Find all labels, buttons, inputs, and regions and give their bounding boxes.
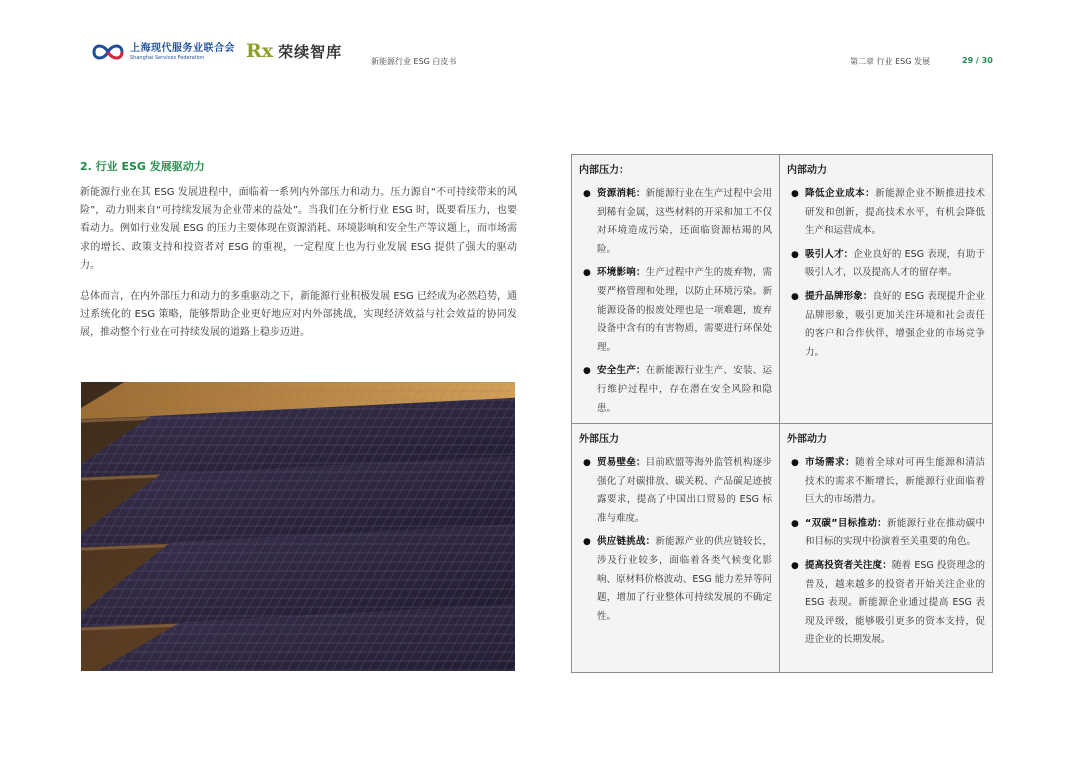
item-term: 市场需求： — [805, 457, 856, 468]
item-term: “双碳”目标推动： — [805, 517, 887, 529]
item-text: 新能源企业不断推进技术研发和创新，提高技术水平，有机会降低生产和运营成本。 — [805, 188, 985, 237]
bullet-icon: ● — [791, 189, 799, 199]
internal-drive-cell — [780, 155, 992, 424]
page-header — [0, 0, 1080, 80]
item-term: 安全生产： — [597, 365, 646, 377]
bullet-icon: ● — [583, 189, 591, 199]
brand-mark: Rx — [246, 40, 274, 62]
external-drive-cell — [780, 424, 992, 672]
list-item — [787, 557, 985, 650]
list-item — [787, 246, 985, 283]
item-term: 贸易壁垒： — [597, 457, 646, 468]
list-item — [787, 515, 985, 552]
item-text: 随着 ESG 投资理念的普及，越来越多的投资者开始关注企业的 ESG 表现。新能源企业通过提高 ESG 表现及评级，能够吸引更多的资本支持，促进企业的长期发展。 — [805, 559, 985, 646]
item-term: 环境影响： — [597, 267, 646, 279]
page-indicator: 29 / 30 — [962, 56, 993, 65]
bullet-icon: ● — [791, 458, 799, 468]
item-text: 新能源行业在生产过程中会用到稀有金属，这些材料的开采和加工不仅对环境造成污染，还面临资源枯竭的风险。 — [597, 188, 772, 255]
solar-panels-photo — [81, 382, 515, 671]
item-term: 提高投资者关注度： — [805, 559, 892, 571]
cell-heading: 内部动力 — [787, 165, 827, 176]
section-heading: 2. 行业 ESG 发展驱动力 — [80, 160, 205, 173]
org-name-en: Shanghai Services Federation — [130, 54, 205, 61]
ssf-logo-icon — [92, 40, 124, 64]
item-text: 生产过程中产生的废弃物，需要严格管理和处理，以防止环境污染。新能源设备的报废处理也是一项难题，废弃设备中含有的有害物质，需要进行环保处理。 — [597, 267, 772, 353]
list-item — [579, 533, 772, 626]
list-item — [579, 185, 772, 259]
ssf-logo — [92, 40, 235, 64]
item-term: 资源消耗： — [597, 188, 646, 199]
org-name-cn: 上海现代服务业联合会 — [130, 42, 235, 54]
item-text: 良好的 ESG 表现提升企业品牌形象，吸引更加关注环境和社会责任的客户和合作伙伴，增强企业的市场竞争力。 — [805, 290, 985, 358]
body-paragraph: 新能源行业在其 ESG 发展进程中，面临着一系列内外部压力和动力。压力源自“不可持续带来的风险”，动力则来自“可持续发展为企业带来的益处”。当我们在分析行业 ESG 时，既要看压力，也要看动力。例如行业发展 ESG 的压力主要体现在资源消耗、环境影响和安全生产等议题上，而市场需求的增长、政策支持和投资者对 ESG 的重视，一定程度上也为行业发展 ESG 提供了强大的驱动力。 — [80, 187, 517, 271]
internal-pressure-cell — [572, 155, 780, 424]
list-item — [787, 454, 985, 510]
bullet-icon: ● — [583, 268, 591, 279]
body-paragraph: 总体而言，在内外部压力和动力的多重驱动之下，新能源行业积极发展 ESG 已经成为必然趋势，通过系统化的 ESG 策略，能够帮助企业更好地应对内外部挑战，实现经济效益与社会效益的协同发展，推动整个行业在可持续发展的道路上稳步迈进。 — [80, 291, 517, 339]
list-item — [787, 185, 985, 241]
external-pressure-cell — [572, 424, 780, 672]
item-text: 新能源产业的供应链较长，涉及行业较多，面临着各类气候变化影响、原材料价格波动、ESG 能力差异等问题，增加了行业整体可持续发展的不确定性。 — [597, 536, 772, 622]
item-text: 新能源行业在推动碳中和目标的实现中扮演着至关重要的角色。 — [805, 517, 985, 548]
list-item — [579, 454, 772, 528]
item-term: 提升品牌形象： — [805, 290, 873, 302]
cell-heading: 内部压力： — [579, 165, 629, 176]
bullet-icon: ● — [791, 291, 799, 302]
item-term: 吸引人才： — [805, 248, 854, 260]
bullet-icon: ● — [583, 537, 591, 548]
cell-heading: 外部压力 — [579, 434, 619, 445]
bullet-icon: ● — [791, 518, 799, 529]
bullet-icon: ● — [583, 366, 591, 377]
list-item — [787, 288, 985, 362]
brand-logo — [246, 40, 342, 62]
chapter-title: 第二章 行业 ESG 发展 — [850, 57, 930, 66]
item-text: 企业良好的 ESG 表现，有助于吸引人才，以及提高人才的留存率。 — [805, 248, 985, 279]
brand-name: 荣续智库 — [278, 42, 343, 61]
item-term: 供应链挑战： — [597, 536, 656, 548]
bullet-icon: ● — [791, 249, 799, 260]
bullet-icon: ● — [583, 458, 591, 468]
list-item — [579, 264, 772, 357]
cell-heading: 外部动力 — [787, 434, 827, 445]
document-title: 新能源行业 ESG 白皮书 — [371, 57, 457, 66]
item-term: 降低企业成本： — [805, 188, 876, 199]
esg-drivers-matrix — [571, 154, 993, 673]
item-text: 随着全球对可再生能源和清洁技术的需求不断增长，新能源行业面临着巨大的市场潜力。 — [805, 457, 985, 506]
list-item — [579, 362, 772, 418]
item-text: 目前欧盟等海外监管机构逐步强化了对碳排放、碳关税、产品碳足迹披露要求，提高了中国出口贸易的 ESG 标准与难度。 — [597, 457, 772, 524]
bullet-icon: ● — [791, 560, 799, 571]
item-text: 在新能源行业生产、安装、运行维护过程中，存在潜在安全风险和隐患。 — [597, 365, 772, 414]
